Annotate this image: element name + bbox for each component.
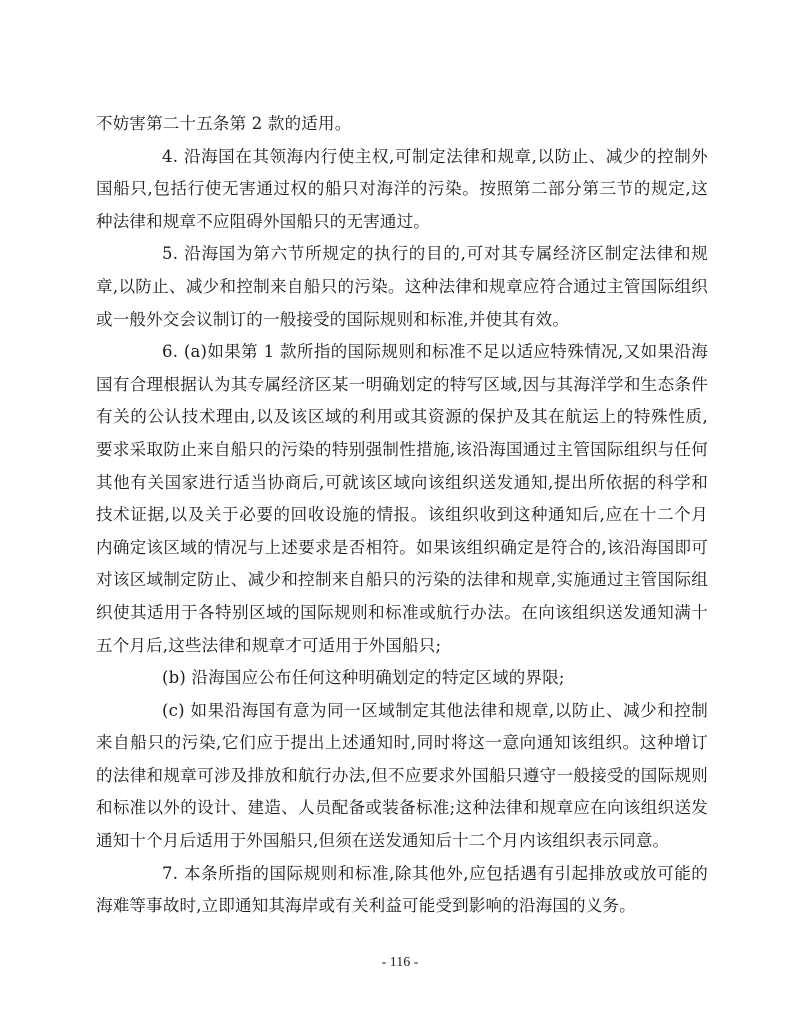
- paragraph-text: 沿海国为第六节所规定的执行的目的,可对其专属经济区制定法律和规章,以防止、减少和控制来自船只的污染。这种法律和规章应符合通过主管国际组织或一般外交会议制订的一般接受的国际规则和标准,并使其有效。: [96, 244, 708, 329]
- paragraph-6a: [96, 336, 708, 662]
- paragraph-number: (b): [162, 668, 187, 688]
- paragraph-text: 本条所指的国际规则和标准,除其他外,应包括遇有引起排放或放可能的海难等事故时,立即通知其海岸或有关利益可能受到影响的沿海国的义务。: [96, 863, 708, 916]
- paragraph-number: 7.: [162, 863, 179, 883]
- paragraph-5: [96, 238, 708, 336]
- page-number: - 116 -: [381, 955, 419, 970]
- paragraph-text: 不妨害第二十五条第 2 款的适用。: [96, 114, 352, 133]
- paragraph-number: 4.: [162, 146, 179, 166]
- paragraph-6c: [96, 695, 708, 858]
- paragraph-continuation: [96, 108, 708, 141]
- paragraph-number: 6.: [162, 342, 179, 362]
- paragraph-6b: [96, 662, 708, 695]
- paragraph-text: (a)如果第 1 款所指的国际规则和标准不足以适应特殊情况,又如果沿海国有合理根据认为其专属经济区某一明确划定的特写区域,因与其海洋学和生态条件有关的公认技术理由,以及该区域的利用或其资源的保护及其在航运上的特殊性质,要求采取防止来自船只的污染的特别强制性措施,该沿海国通过主管国际组织与任何其他有关国家进行适当协商后,可就该区域向该组织送发通知,提出所依据的科学和技术证据,以及关于必要的回收设施的情报。该组织收到这种通知后,应在十二个月内确定该区域的情况与上述要求是否相符。如果该组织确定是符合的,该沿海国即可对该区域制定防止、减少和控制来自船只的污染的法律和规章,实施通过主管国际组织使其适用于各特别区域的国际规则和标准或航行办法。在向该组织送发通知满十五个月后,这些法律和规章才可适用于外国船只;: [96, 342, 708, 655]
- paragraph-text: 沿海国在其领海内行使主权,可制定法律和规章,以防止、减少的控制外国船只,包括行使无害通过权的船只对海洋的污染。按照第二部分第三节的规定,这种法律和规章不应阻碍外国船只的无害通过。: [96, 146, 708, 231]
- paragraph-7: [96, 858, 708, 923]
- paragraph-number: (c): [162, 700, 185, 720]
- paragraph-text: 沿海国应公布任何这种明确划定的特定区域的界限;: [191, 668, 565, 688]
- paragraph-text: 如果沿海国有意为同一区域制定其他法律和规章,以防止、减少和控制来自船只的污染,它们应于提出上述通知时,同时将这一意向通知该组织。这种增订的法律和规章可涉及排放和航行办法,但不应要求外国船只遵守一般接受的国际规则和标准以外的设计、建造、人员配备或装备标准;这种法律和规章应在向该组织送发通知十个月后适用于外国船只,但须在送发通知后十二个月内该组织表示同意。: [96, 700, 708, 851]
- document-body: [96, 108, 708, 923]
- paragraph-number: 5.: [162, 244, 179, 264]
- paragraph-4: [96, 141, 708, 239]
